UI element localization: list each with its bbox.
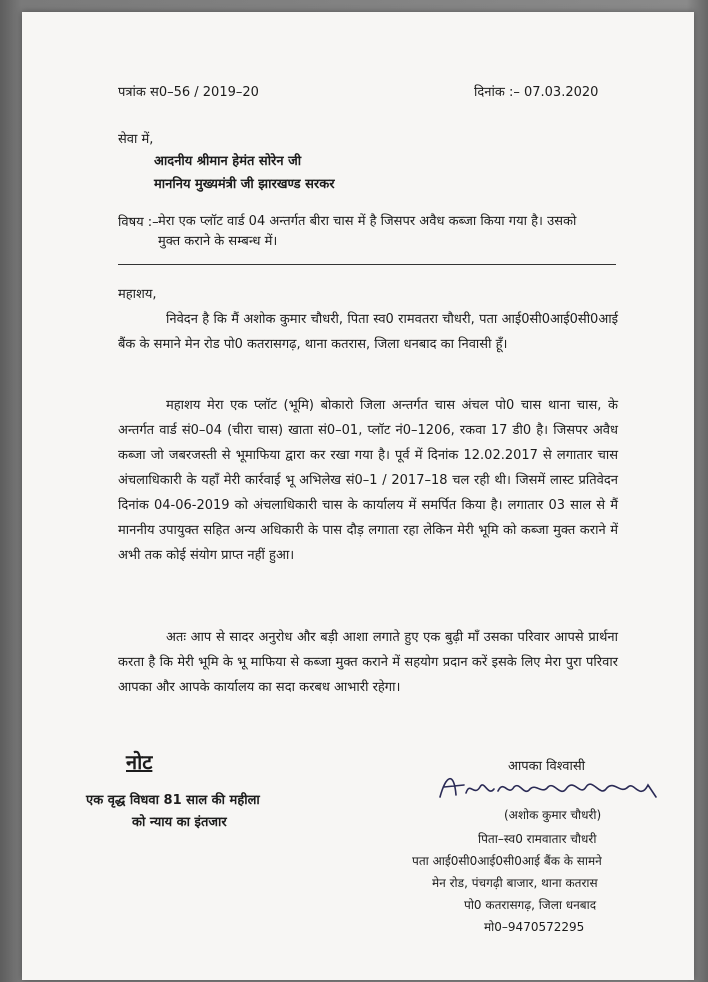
signatory-address-2: मेन रोड, पंचगढ़ी बाजार, थाना कतरास	[432, 876, 598, 890]
subject-text: मेरा एक प्लॉट वार्ड 04 अन्तर्गत बीरा चास में है जिसपर अवैध कब्जा किया गया है। उसको मुक्त कराने के सम्बन्ध में।	[158, 214, 577, 249]
closing-text: आपका विश्वासी	[508, 759, 586, 774]
addressee-line-1: आदनीय श्रीमान हेमंत सोरेन जी	[154, 154, 302, 169]
handwritten-signature	[434, 767, 664, 807]
signatory-name: (अशोक कुमार चौधरी)	[504, 808, 602, 822]
letter-page	[22, 12, 694, 980]
note-line-1: एक वृद्ध विधवा 81 साल की महीला	[86, 793, 260, 808]
reference-number: पत्रांक स0–56 / 2019–20	[118, 85, 259, 100]
addressee-line-2: माननिय मुख्यमंत्री जी झारखण्ड सरकर	[154, 177, 335, 192]
note-line-2: को न्याय का इंतजार	[132, 815, 227, 830]
to-line: सेवा में,	[118, 132, 154, 147]
salutation: महाशय,	[118, 287, 157, 302]
note-title: नोट	[126, 750, 153, 774]
signatory-address-3: पो0 कतरासगढ़, जिला धनबाद	[464, 898, 597, 912]
signatory-father: पिता–स्व0 रामवातार चौधरी	[478, 832, 597, 846]
paragraph-3: अतः आप से सादर अनुरोध और बड़ी आशा लगाते हुए एक बुढ़ी माँ उसका परिवार आपसे प्रार्थना करता है कि मेरी भूमि के भू माफिया से कब्जा मुक्त कराने में सहयोग प्रदान करें इसके लिए मेरा पुरा परिवार आपका और आपके कार्यालय का सदा करबध आभारी रहेगा।	[118, 630, 618, 695]
paragraph-1: निवेदन है कि मैं अशोक कुमार चौधरी, पिता स्व0 रामवतरा चौधरी, पता आई0सी0आई0सी0आई बैंक के समाने मेन रोड पो0 कतरासगढ़, थाना कतरास, जिला धनबाद का निवासी हूँ।	[118, 312, 618, 352]
letter-date: दिनांक :– 07.03.2020	[474, 85, 599, 100]
signatory-mobile: मो0–9470572295	[484, 920, 585, 934]
divider	[118, 264, 616, 265]
paragraph-2: महाशय मेरा एक प्लॉट (भूमि) बोकारो जिला अन्तर्गत चास अंचल पो0 चास थाना चास, के अन्तर्गत वार्ड सं0–04 (चीरा चास) खाता सं0–01, प्लॉट नं0–1206, रकवा 17 डी0 है। जिसपर अवैध कब्जा जो जबरजस्ती से भूमाफिया द्वारा कर रखा गया है। पूर्व में दिनांक 12.02.2017 से लगातार चास अंचलाधिकारी के यहाँ मेरी कार्रवाई भू अभिलेख सं0–1 / 2017–18 चल रही थी। जिसमें लास्ट प्रतिवेदन दिनांक 04-06-2019 को अंचलाधिकारी चास के कार्यालय में समर्पित किया है। लगातार 03 साल से मैं माननीय उपायुक्त सहित अन्य अधिकारी के पास दौड़ लगाता रहा लेकिन मेरी भूमि को कब्जा मुक्त कराने में अभी तक कोई संयोग प्राप्त नहीं हुआ।	[118, 398, 618, 563]
subject-label: विषय :–	[118, 215, 159, 230]
signatory-address-1: पता आई0सी0आई0सी0आई बैंक के सामने	[412, 854, 602, 868]
